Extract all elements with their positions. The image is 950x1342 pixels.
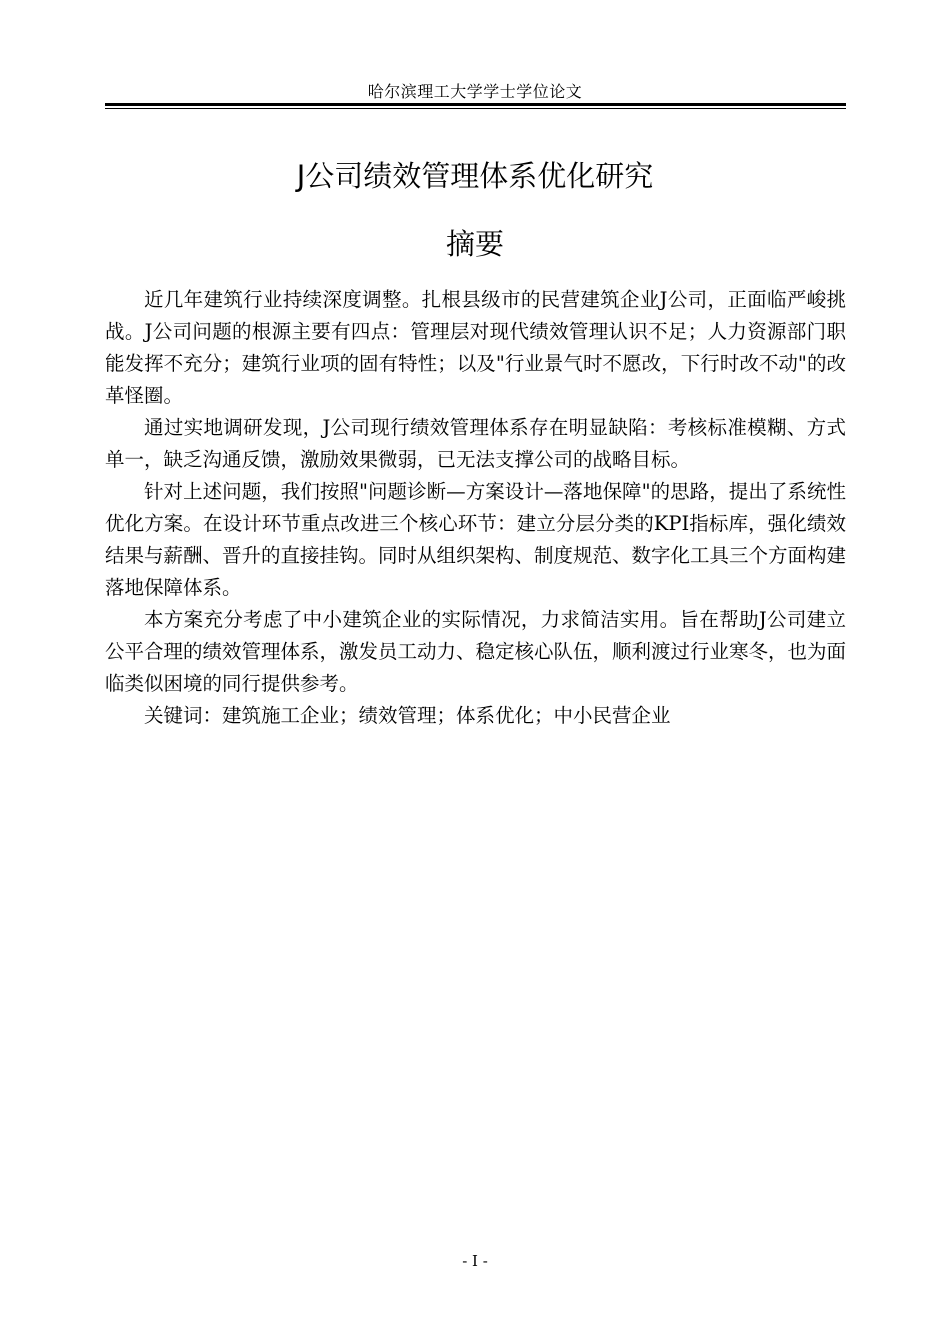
abstract-paragraph: 通过实地调研发现，J公司现行绩效管理体系存在明显缺陷：考核标准模糊、方式单一，缺乏沟通反馈，激励效果微弱，已无法支撑公司的战略目标。 xyxy=(105,416,846,471)
paper-title: J公司绩效管理体系优化研究 xyxy=(296,159,654,193)
abstract-paragraph: 针对上述问题，我们按照"问题诊断—方案设计—落地保障"的思路，提出了系统性优化方案。在设计环节重点改进三个核心环节：建立分层分类的KPI指标库，强化绩效结果与薪酬、晋升的直接挂钩。同时从组织架构、制度规范、数字化工具三个方面构建落地保障体系。 xyxy=(105,480,847,599)
header-rule-thin xyxy=(105,108,846,109)
abstract-paragraph: 近几年建筑行业持续深度调整。扎根县级市的民营建筑企业J公司，正面临严峻挑战。J公司问题的根源主要有四点：管理层对现代绩效管理认识不足；人力资源部门职能发挥不充分；建筑行业项的固有特性；以及"行业景气时不愿改，下行时改不动"的改革怪圈。 xyxy=(105,288,846,407)
abstract-heading: 摘要 xyxy=(445,227,504,261)
page-number: - I - xyxy=(462,1252,488,1270)
abstract-paragraph: 本方案充分考虑了中小建筑企业的实际情况，力求简洁实用。旨在帮助J公司建立公平合理的绩效管理体系，激发员工动力、稳定核心队伍，顺利渡过行业寒冬，也为面临类似困境的同行提供参考。 xyxy=(105,608,847,695)
header-rule-thick xyxy=(105,103,846,106)
keywords-line xyxy=(105,700,846,732)
keywords-label: 关键词： xyxy=(144,704,223,727)
keywords-value: 建筑施工企业；绩效管理；体系优化；中小民营企业 xyxy=(222,704,671,727)
abstract-body xyxy=(105,284,846,732)
running-header: 哈尔滨理工大学学士学位论文 xyxy=(367,82,583,101)
